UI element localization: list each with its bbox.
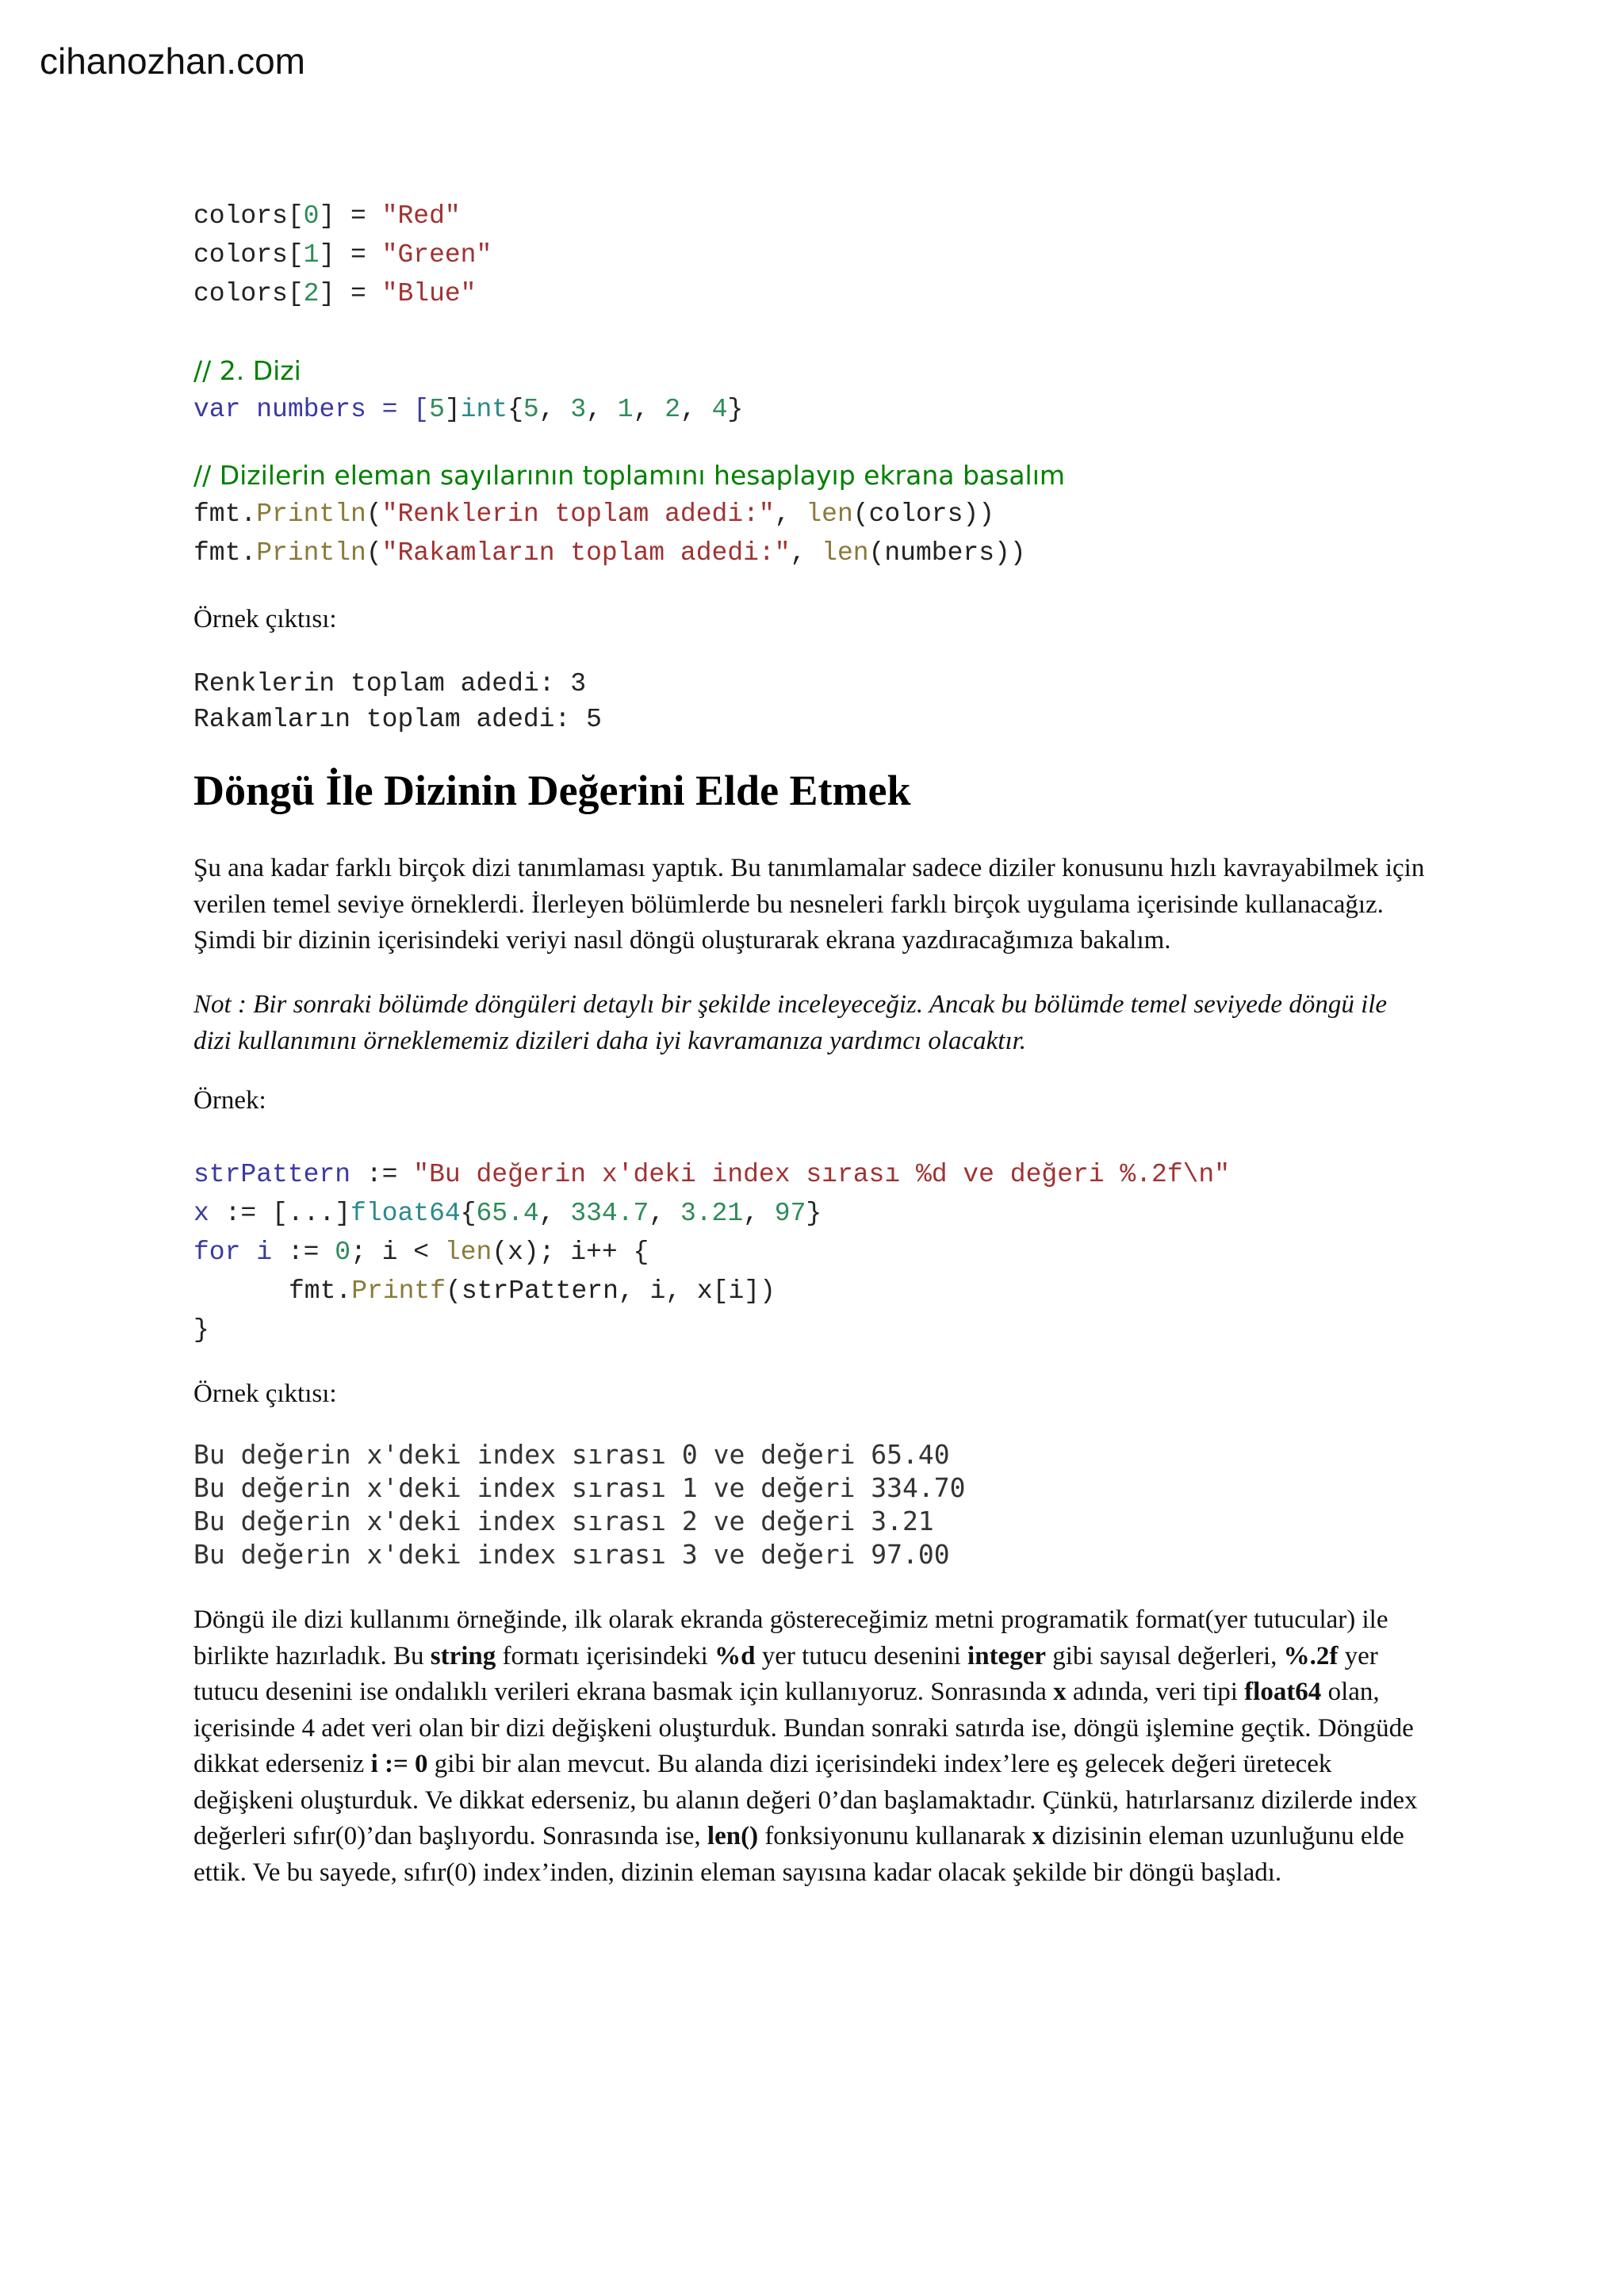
bold-term: x bbox=[1053, 1678, 1067, 1706]
code-line bbox=[193, 495, 1431, 534]
code-token: 2 bbox=[303, 279, 320, 308]
code-block-loop bbox=[193, 1155, 1431, 1349]
code-token: x bbox=[193, 1199, 209, 1228]
code-token: , bbox=[586, 395, 618, 424]
code-token: } bbox=[727, 395, 744, 424]
code-token: 1 bbox=[617, 395, 634, 424]
code-token: "Red" bbox=[381, 201, 461, 231]
code-token: := bbox=[272, 1238, 335, 1267]
code-token: numbers = [ bbox=[240, 395, 430, 424]
paragraph-intro: Şu ana kadar farklı birçok dizi tanımlaması yaptık. Bu tanımlamalar sadece diziler konusunu hızlı kavrayabilmek için verilen temel seviye örneklerdi. İlerleyen bölümlerde bu nesneleri farklı birçok uygulama içerisinde kullanacağız. Şimdi bir dizinin içerisindeki veriyi nasıl döngü oluşturarak ekrana yazdıracağımıza bakalım. bbox=[193, 854, 1425, 955]
code-token: 1 bbox=[303, 240, 320, 270]
text-run: dizisinin eleman uzunluğunu elde ettik. Ve bu sayede, sıfır(0) index’inden, dizinin eleman sayısına kadar olacak şekilde bir döngü başladı. bbox=[193, 1822, 1404, 1887]
bold-term: %d bbox=[714, 1641, 756, 1670]
section-heading-wrap bbox=[193, 766, 1431, 815]
code-token: len bbox=[806, 499, 853, 529]
code-token: "Blue" bbox=[381, 279, 477, 308]
code-token: ] bbox=[444, 395, 461, 424]
code-token: Println bbox=[256, 538, 366, 568]
code-token: ] = bbox=[319, 279, 382, 308]
code-token: Printf bbox=[351, 1276, 446, 1306]
section-heading: Döngü İle Dizinin Değerini Elde Etmek bbox=[193, 767, 911, 814]
site-name: cihanozhan.com bbox=[40, 40, 305, 82]
code-token: ; i < bbox=[350, 1238, 445, 1267]
code-line bbox=[193, 1194, 1431, 1233]
code-token: len bbox=[822, 538, 869, 568]
code-token: 65.4 bbox=[476, 1199, 539, 1228]
code-token: fmt. bbox=[193, 538, 257, 568]
code-token: , bbox=[743, 1199, 775, 1228]
code-token: Println bbox=[256, 499, 366, 529]
code-token: { bbox=[460, 1199, 477, 1228]
code-line bbox=[193, 390, 1431, 429]
code-token: i bbox=[240, 1238, 273, 1267]
code-comment: // 2. Dizi bbox=[193, 355, 301, 386]
output-line: Rakamların toplam adedi: 5 bbox=[193, 705, 602, 734]
output-line: Bu değerin x'deki index sırası 2 ve değeri 3.21 bbox=[193, 1506, 934, 1536]
code-token: float64 bbox=[350, 1199, 461, 1228]
output-screenshot bbox=[193, 1438, 1431, 1571]
code-token: "Green" bbox=[381, 240, 492, 270]
code-token: len bbox=[444, 1238, 492, 1267]
code-line bbox=[193, 274, 1431, 313]
code-token: 97 bbox=[774, 1199, 806, 1228]
code-token: 3 bbox=[570, 395, 587, 424]
code-token: := bbox=[350, 1160, 414, 1189]
code-token: { bbox=[508, 395, 523, 424]
code-token: := [...] bbox=[209, 1199, 351, 1228]
bold-term: float64 bbox=[1244, 1678, 1322, 1706]
code-token: 5 bbox=[523, 395, 539, 424]
code-token: 2 bbox=[665, 395, 680, 424]
code-token: ( bbox=[366, 499, 382, 529]
output-line: Bu değerin x'deki index sırası 0 ve değeri 65.40 bbox=[193, 1439, 950, 1470]
code-token: (strPattern, i, x[i]) bbox=[446, 1276, 776, 1306]
text-run: gibi bir alan mevcut. Bu alanda dizi içerisindeki index’lere eş gelecek değeri üretecek değişkeni oluşturduk. Ve dikkat ederseniz, bu alanın değeri 0’dan başlamaktadır. Çünkü, hatırlarsanız dizilerde index değerleri sıfır(0)’dan başlıyordu. Sonrasında ise, bbox=[193, 1750, 1418, 1850]
code-token: 5 bbox=[429, 395, 445, 424]
code-token: "Renklerin toplam adedi:" bbox=[381, 499, 775, 529]
code-token: , bbox=[680, 395, 712, 424]
output-line: Renklerin toplam adedi: 3 bbox=[193, 669, 587, 698]
text-run: yer tutucu desenini bbox=[755, 1641, 968, 1670]
code-token: fmt. bbox=[289, 1276, 352, 1306]
code-comment: // Dizilerin eleman sayılarının toplamını hesaplayıp ekrana basalım bbox=[193, 460, 1066, 491]
text-run: formatı içerisindeki bbox=[496, 1641, 715, 1670]
text-run: olan, içerisinde 4 adet veri olan bir dizi değişkeni oluşturduk. Bundan sonraki satırda ise, döngü işlemine geçtik. Döngüde dikkat ederseniz bbox=[193, 1678, 1414, 1778]
code-line bbox=[193, 235, 1431, 274]
bold-term: i := 0 bbox=[370, 1750, 428, 1778]
text-run: Döngü ile dizi kullanımı örneğinde, ilk olarak ekranda göstereceğimiz metni programatik format(yer tutucular) ile birlikte hazırladık. Bu bbox=[193, 1605, 1388, 1670]
code-block-numbers bbox=[193, 351, 1431, 429]
code-token: ( bbox=[366, 538, 382, 568]
code-token: 334.7 bbox=[570, 1199, 649, 1228]
paragraph-explanation bbox=[193, 1602, 1431, 1891]
bold-term: integer bbox=[967, 1641, 1046, 1670]
code-token: var bbox=[193, 395, 241, 424]
example-label: Örnek: bbox=[193, 1086, 266, 1115]
code-token: colors[ bbox=[193, 279, 304, 308]
code-token: , bbox=[538, 1199, 571, 1228]
code-token: ] = bbox=[319, 201, 382, 231]
output-block bbox=[193, 666, 1431, 737]
text-run: gibi sayısal değerleri, bbox=[1046, 1641, 1284, 1670]
code-token: , bbox=[774, 499, 806, 529]
code-token: 4 bbox=[711, 395, 728, 424]
bold-term: x bbox=[1032, 1822, 1046, 1850]
code-token: colors[ bbox=[193, 201, 304, 231]
text-run: adında, veri tipi bbox=[1066, 1678, 1245, 1706]
code-block-arrays bbox=[193, 197, 1431, 313]
code-block-println bbox=[193, 456, 1431, 572]
output-line: Bu değerin x'deki index sırası 3 ve değeri 97.00 bbox=[193, 1539, 950, 1570]
code-token: , bbox=[633, 395, 665, 424]
code-token: ] = bbox=[319, 240, 382, 270]
code-token: (x); i++ { bbox=[492, 1238, 649, 1267]
code-line bbox=[193, 534, 1431, 572]
code-line: } bbox=[193, 1315, 209, 1345]
code-token: 0 bbox=[335, 1238, 351, 1267]
code-token: fmt. bbox=[193, 499, 257, 529]
bold-term: %.2f bbox=[1283, 1641, 1339, 1670]
output-label: Örnek çıktısı: bbox=[193, 1380, 337, 1408]
code-token: colors[ bbox=[193, 240, 304, 270]
code-token: 0 bbox=[303, 201, 320, 231]
code-line bbox=[193, 1155, 1431, 1194]
code-token: for bbox=[193, 1238, 241, 1267]
code-token: , bbox=[538, 395, 571, 424]
code-token: strPattern bbox=[193, 1160, 351, 1189]
code-line bbox=[193, 1272, 1431, 1311]
code-token: (colors)) bbox=[852, 499, 995, 529]
output-line: Bu değerin x'deki index sırası 1 ve değeri 334.70 bbox=[193, 1472, 966, 1503]
note-paragraph: Not : Bir sonraki bölümde döngüleri detaylı bir şekilde inceleyeceğiz. Ancak bu bölümde temel seviyede döngü ile dizi kullanımını örneklememiz dizileri daha iyi kavramanıza yardımcı olacaktır. bbox=[193, 990, 1388, 1055]
code-token: "Rakamların toplam adedi:" bbox=[381, 538, 791, 568]
code-line bbox=[193, 197, 1431, 235]
bold-term: len() bbox=[707, 1822, 759, 1850]
code-line bbox=[193, 1233, 1431, 1272]
bold-term: string bbox=[430, 1641, 496, 1670]
text-run: fonksiyonunu kullanarak bbox=[758, 1822, 1032, 1850]
code-token: "Bu değerin x'deki index sırası %d ve değeri %.2f\n" bbox=[413, 1160, 1231, 1189]
code-token: 3.21 bbox=[680, 1199, 744, 1228]
output-label: Örnek çıktısı: bbox=[193, 605, 337, 633]
code-token: , bbox=[649, 1199, 680, 1228]
code-token: , bbox=[790, 538, 822, 568]
code-token: } bbox=[806, 1199, 822, 1228]
code-token: int bbox=[460, 395, 508, 424]
code-token: (numbers)) bbox=[868, 538, 1026, 568]
text-run: yer tutucu desenini ise ondalıklı verileri ekrana basmak için kullanıyoruz. Sonrasında bbox=[193, 1641, 1378, 1706]
